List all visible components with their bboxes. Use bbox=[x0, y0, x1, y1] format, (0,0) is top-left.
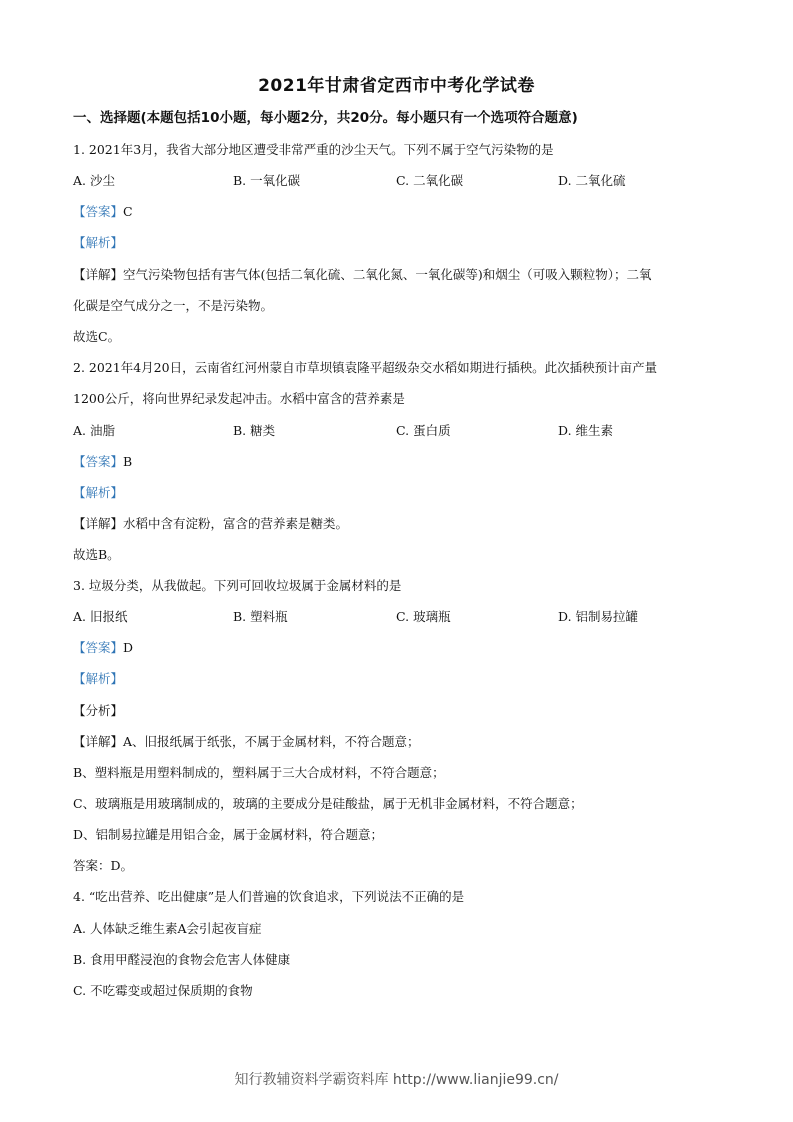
answer-value: D bbox=[123, 640, 134, 655]
q4-option-a: A. 人体缺乏维生素A会引起夜盲症 bbox=[73, 921, 262, 936]
q2-conclusion: 故选B。 bbox=[73, 547, 120, 562]
q2-option-d: D. 维生素 bbox=[558, 423, 614, 438]
q3-analysis-tag: 【解析】 bbox=[73, 671, 124, 686]
q3-option-c: C. 玻璃瓶 bbox=[396, 609, 451, 624]
q2-answer bbox=[73, 453, 132, 471]
question-3-stem: 3. 垃圾分类，从我做起。下列可回收垃圾属于金属材料的是 bbox=[73, 578, 402, 593]
q3-detail-line-3: C、玻璃瓶是用玻璃制成的，玻璃的主要成分是硅酸盐，属于无机非金属材料，不符合题意； bbox=[73, 796, 583, 811]
q2-analysis-tag: 【解析】 bbox=[73, 485, 124, 500]
answer-tag: 【答案】 bbox=[73, 204, 124, 219]
q3-fenxi-tag: 【分析】 bbox=[73, 703, 124, 718]
question-2-stem-line-2: 1200公斤，将向世界纪录发起冲击。水稻中富含的营养素是 bbox=[73, 391, 405, 406]
q2-option-a: A. 油脂 bbox=[73, 423, 115, 438]
page-title: 2021年甘肃省定西市中考化学试卷 bbox=[258, 76, 535, 96]
q3-conclusion: 答案：D。 bbox=[73, 858, 134, 873]
page-footer: 知行教辅资料学霸资料库 http://www.lianjie99.cn/ bbox=[234, 1072, 559, 1088]
q2-detail-line-1: 【详解】水稻中含有淀粉，富含的营养素是糖类。 bbox=[73, 516, 349, 531]
q1-answer bbox=[73, 203, 133, 221]
q4-option-b: B. 食用甲醛浸泡的食物会危害人体健康 bbox=[73, 952, 291, 967]
q3-option-d: D. 铝制易拉罐 bbox=[558, 609, 639, 624]
q2-option-b: B. 糖类 bbox=[233, 423, 276, 438]
q1-option-d: D. 二氧化硫 bbox=[558, 173, 626, 188]
q3-detail-line-1: 【详解】A、旧报纸属于纸张，不属于金属材料，不符合题意； bbox=[73, 734, 420, 749]
q1-analysis-tag: 【解析】 bbox=[73, 235, 124, 250]
answer-tag: 【答案】 bbox=[73, 640, 124, 655]
q3-detail-line-2: B、塑料瓶是用塑料制成的，塑料属于三大合成材料，不符合题意； bbox=[73, 765, 445, 780]
question-2-stem-line-1: 2. 2021年4月20日，云南省红河州蒙自市草坝镇袁隆平超级杂交水稻如期进行插秧。此次插秧预计亩产量 bbox=[73, 360, 658, 375]
q3-option-a: A. 旧报纸 bbox=[73, 609, 128, 624]
answer-value: B bbox=[123, 454, 133, 469]
answer-tag: 【答案】 bbox=[73, 454, 124, 469]
q4-option-c: C. 不吃霉变或超过保质期的食物 bbox=[73, 983, 253, 998]
question-4-stem: 4. “吃出营养、吃出健康”是人们普遍的饮食追求，下列说法不正确的是 bbox=[73, 889, 465, 904]
q3-answer bbox=[73, 639, 133, 657]
q2-option-c: C. 蛋白质 bbox=[396, 423, 451, 438]
q1-detail-line-1: 【详解】空气污染物包括有害气体(包括二氧化硫、二氧化氮、一氧化碳等)和烟尘（可吸入颗粒物）；二氧 bbox=[73, 267, 652, 282]
q3-detail-line-4: D、铝制易拉罐是用铝合金，属于金属材料，符合题意； bbox=[73, 827, 384, 842]
q3-option-b: B. 塑料瓶 bbox=[233, 609, 288, 624]
q1-detail-line-2: 化碳是空气成分之一，不是污染物。 bbox=[73, 298, 274, 313]
q1-option-a: A. 沙尘 bbox=[73, 173, 115, 188]
q1-conclusion: 故选C。 bbox=[73, 329, 121, 344]
q1-option-c: C. 二氧化碳 bbox=[396, 173, 464, 188]
question-1-stem: 1. 2021年3月，我省大部分地区遭受非常严重的沙尘天气。下列不属于空气污染物的是 bbox=[73, 142, 554, 157]
section-heading: 一、选择题(本题包括10小题，每小题2分，共20分。每小题只有一个选项符合题意) bbox=[73, 110, 578, 126]
answer-value: C bbox=[123, 204, 133, 219]
q1-option-b: B. 一氧化碳 bbox=[233, 173, 301, 188]
